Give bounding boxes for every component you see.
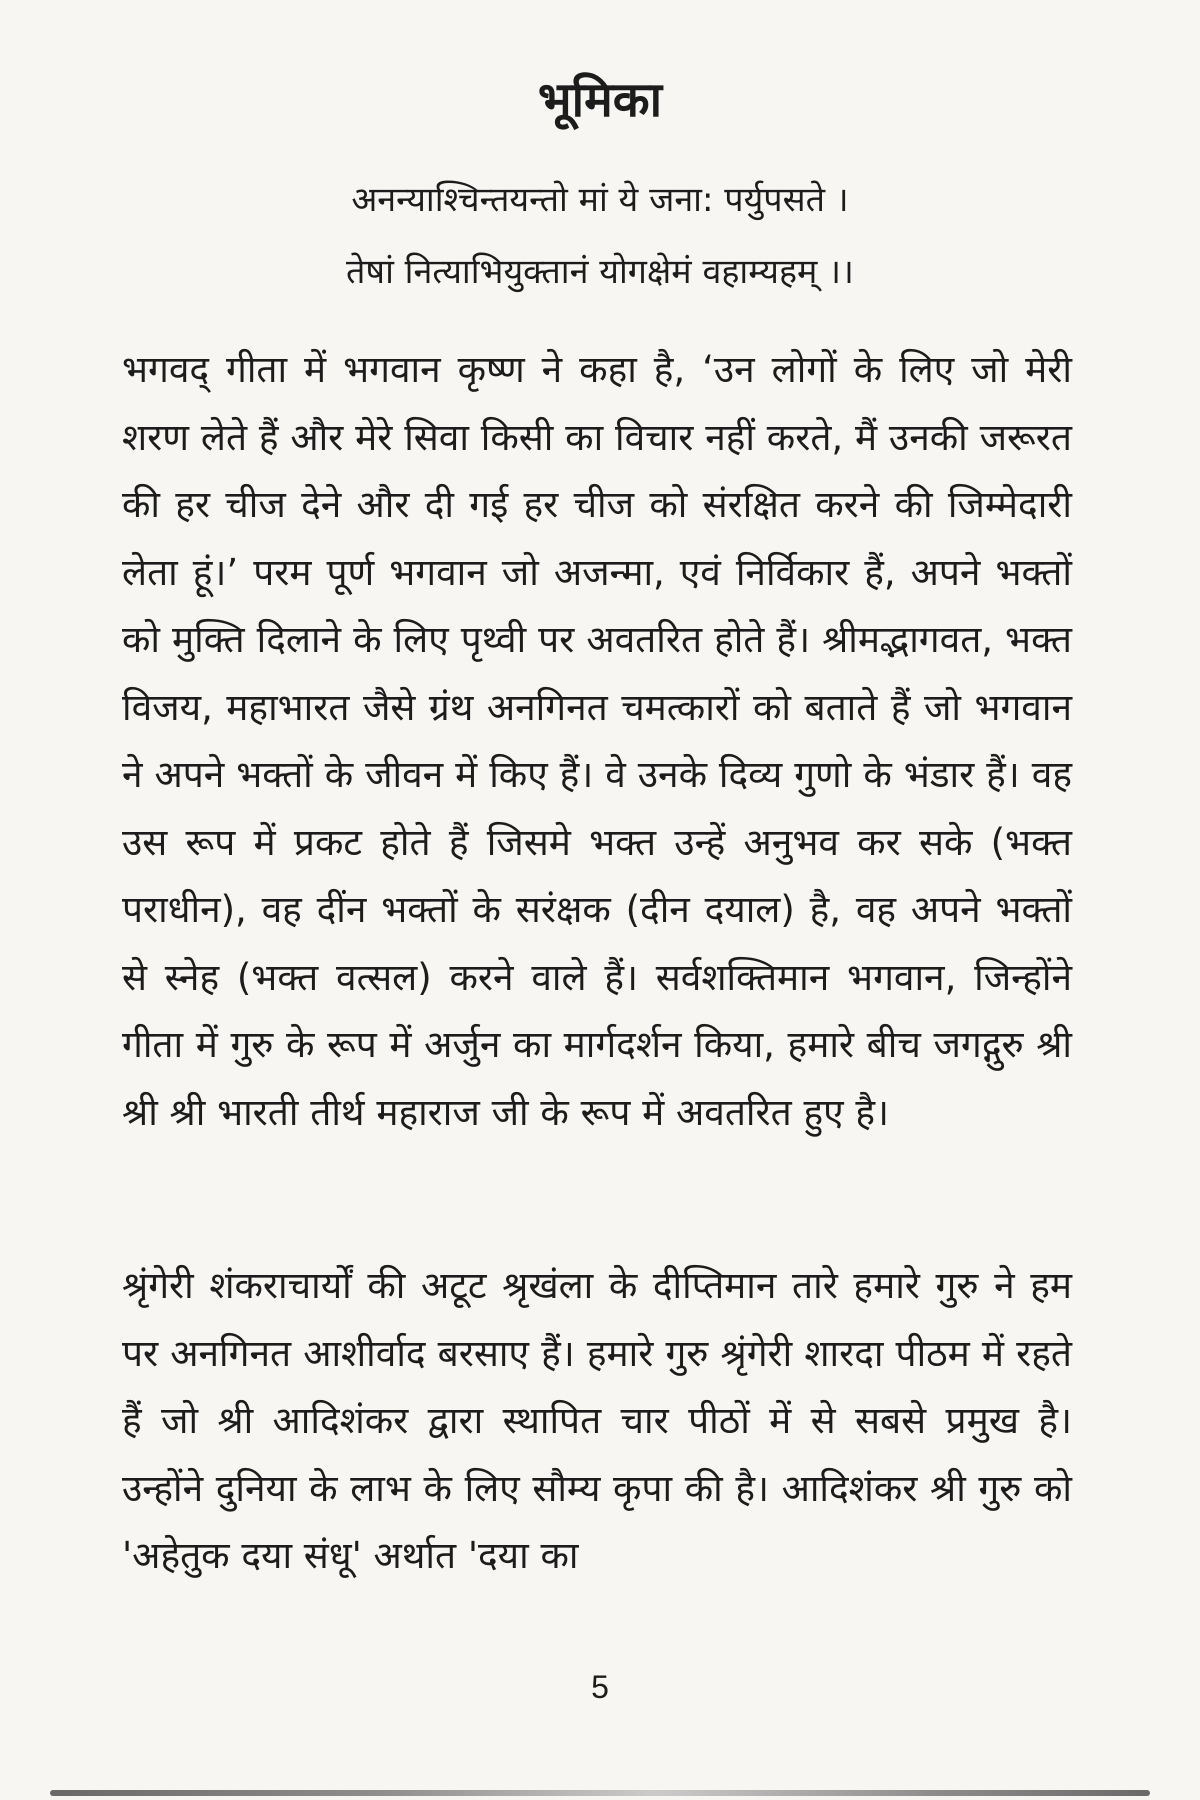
page-title: भूमिका — [537, 72, 663, 128]
shloka-line-2: तेषां नित्याभियुक्तानं योगक्षेमं वहाम्यहम् ।। — [346, 252, 854, 292]
paragraph-1: भगवद् गीता में भगवान कृष्ण ने कहा है, ‘उन लोगों के लिए जो मेरी शरण लेते हैं और मेरे सिवा किसी का विचार नहीं करते, मैं उनकी जरूरत की हर चीज देने और दी गई हर चीज को संरक्षित करने की जिम्मेदारी लेता हूं।’ परम पूर्ण भगवान जो अजन्मा, एवं निर्विकार हैं, अपने भक्तों को मुक्ति दिलाने के लिए पृथ्वी पर अवतरित होते हैं। श्रीमद्भागवत, भक्त विजय, महाभारत जैसे ग्रंथ अनगिनत चमत्कारों को बताते हैं जो भगवान ने अपने भक्तों के जीवन में किए हैं। वे उनके दिव्य गुणो के भंडार हैं। वह उस रूप में प्रकट होते हैं जिसमे भक्त उन्हें अनुभव कर सके (भक्त पराधीन), वह दींन भक्तों के सरंक्षक (दीन दयाल) है, वह अपने भक्तों से स्नेह (भक्त वत्सल) करने वाले हैं। सर्वशक्तिमान भगवान, जिन्होंने गीता में गुरु के रूप में अर्जुन का मार्गदर्शन किया, हमारे बीच जगद्गुरु श्री श्री श्री भारती तीर्थ महाराज जी के रूप में अवतरित हुए है। — [122, 348, 1072, 1134]
page-bottom-edge — [50, 1790, 1150, 1796]
shloka-line-1: अनन्याश्चिन्तयन्तो मां ये जना: पर्युपसते । — [351, 180, 849, 220]
page-number: 5 — [591, 1669, 609, 1705]
paragraph-2: श्रृंगेरी शंकराचार्यों की अटूट श्रृखंला के दीप्तिमान तारे हमारे गुरु ने हम पर अनगिनत आशीर्वाद बरसाए हैं। हमारे गुरु श्रृंगेरी शारदा पीठम में रहते हैं जो श्री आदिशंकर द्वारा स्थापित चार पीठों में से सबसे प्रमुख है। उन्होंने दुनिया के लाभ के लिए सौम्य कृपा की है। आदिशंकर श्री गुरु को 'अहेतुक दया संधू' अर्थात 'दया का — [122, 1264, 1072, 1577]
